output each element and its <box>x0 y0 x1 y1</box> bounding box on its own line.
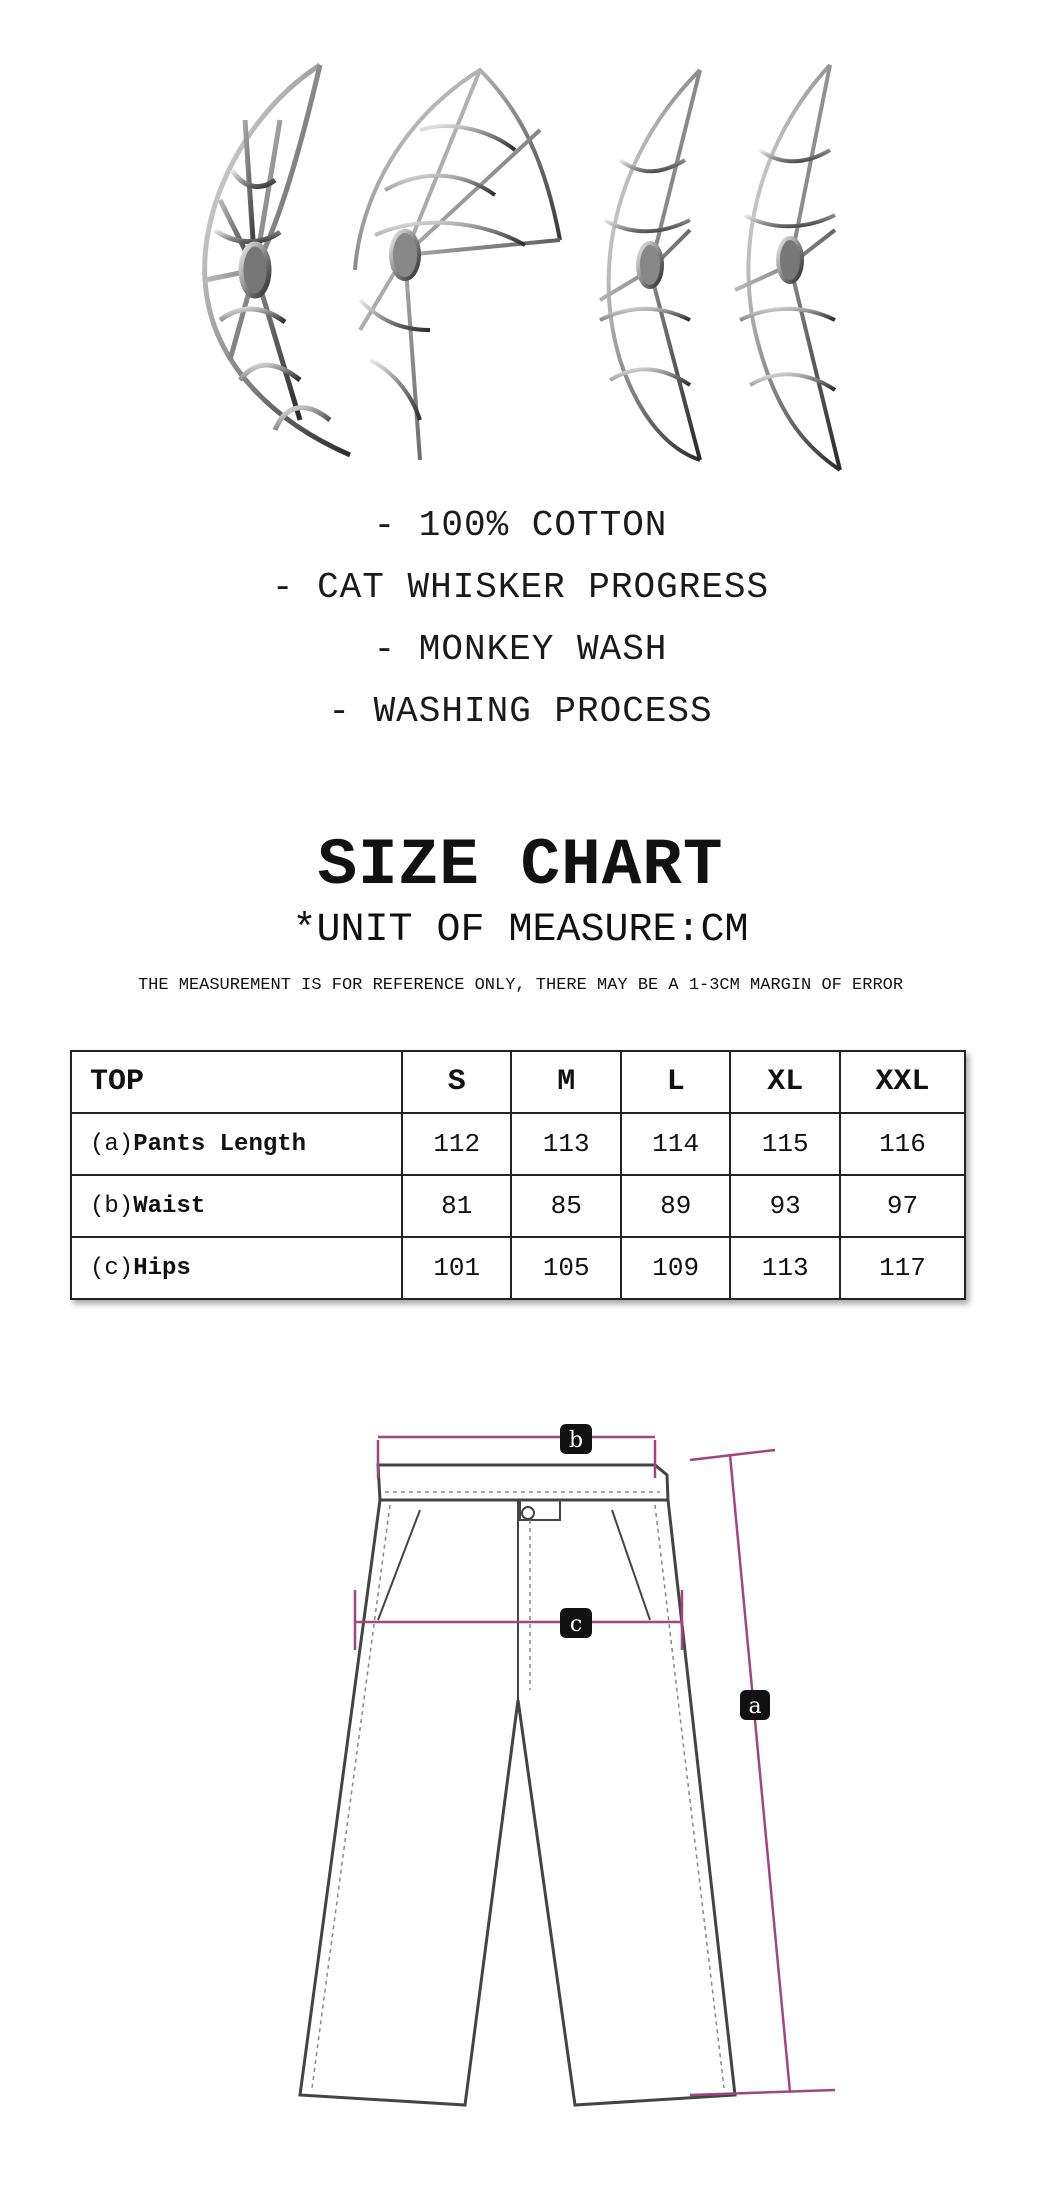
table-cell: 113 <box>730 1237 839 1299</box>
table-cell: 105 <box>511 1237 620 1299</box>
table-cell: 114 <box>621 1113 730 1175</box>
header-cell: XL <box>730 1051 839 1113</box>
feature-item: - WASHING PROCESS <box>328 691 713 732</box>
row-label <box>71 1175 402 1237</box>
table-row <box>71 1113 965 1175</box>
row-label-text: Pants Length <box>133 1130 307 1158</box>
size-table <box>70 1050 966 1300</box>
table-row <box>71 1237 965 1299</box>
header-cell: M <box>511 1051 620 1113</box>
row-label <box>71 1113 402 1175</box>
header-cell: S <box>402 1051 511 1113</box>
marker-a: a <box>748 1694 762 1719</box>
table-cell: 109 <box>621 1237 730 1299</box>
measurement-note: THE MEASUREMENT IS FOR REFERENCE ONLY, THERE MAY BE A 1-3CM MARGIN OF ERROR <box>137 976 904 995</box>
size-chart-title: SIZE CHART <box>317 828 724 903</box>
pants-outline <box>300 1465 735 2105</box>
web-narrow-3 <box>600 70 700 460</box>
table-cell: 113 <box>511 1113 620 1175</box>
header-cell: L <box>621 1051 730 1113</box>
table-cell: 116 <box>840 1113 965 1175</box>
table-cell: 101 <box>402 1237 511 1299</box>
web-narrow-4 <box>735 65 840 470</box>
table-row <box>71 1175 965 1237</box>
marker-c: c <box>569 1612 583 1637</box>
measure-markers <box>560 1424 770 1720</box>
row-label-text: Waist <box>133 1192 206 1220</box>
header-cell: TOP <box>71 1051 402 1113</box>
feature-list <box>0 495 1041 743</box>
web-left-half-1 <box>205 65 350 455</box>
spider-web-artwork <box>0 0 1041 480</box>
feature-item: - 100% COTTON <box>373 505 668 546</box>
unit-of-measure: *UNIT OF MEASURE:CM <box>292 908 749 953</box>
header-cell: XXL <box>840 1051 965 1113</box>
table-cell: 93 <box>730 1175 839 1237</box>
table-cell: 81 <box>402 1175 511 1237</box>
table-cell: 112 <box>402 1113 511 1175</box>
table-cell: 89 <box>621 1175 730 1237</box>
row-code: (b) <box>90 1192 134 1220</box>
web-quarter-2 <box>355 70 560 460</box>
table-cell: 117 <box>840 1237 965 1299</box>
pants-measurement-diagram <box>0 1390 1041 2201</box>
table-cell: 97 <box>840 1175 965 1237</box>
feature-item: - CAT WHISKER PROGRESS <box>271 567 770 608</box>
feature-item: - MONKEY WASH <box>373 629 668 670</box>
table-cell: 85 <box>511 1175 620 1237</box>
row-code: (a) <box>90 1130 134 1158</box>
row-label <box>71 1237 402 1299</box>
table-header-row <box>71 1051 965 1113</box>
measure-lines <box>355 1437 835 2095</box>
row-label-text: Hips <box>133 1254 191 1282</box>
table-cell: 115 <box>730 1113 839 1175</box>
marker-b: b <box>568 1428 584 1453</box>
row-code: (c) <box>90 1254 134 1282</box>
